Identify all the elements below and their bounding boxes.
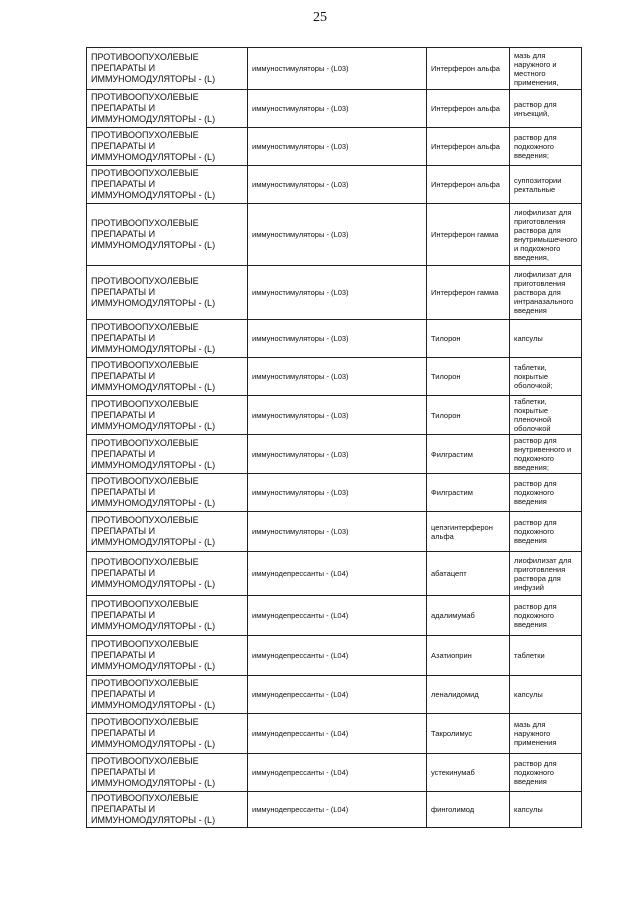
subgroup-cell: иммуностимуляторы - (L03) [248, 90, 427, 128]
subgroup-cell: иммунодепрессанты - (L04) [248, 596, 427, 636]
pharmacological-group-cell: ПРОТИВООПУХОЛЕВЫЕ ПРЕПАРАТЫ И ИММУНОМОДУЛЯТОРЫ - (L) [87, 204, 248, 266]
drug-name-cell: Филграстим [427, 474, 510, 512]
pharmacological-group-cell: ПРОТИВООПУХОЛЕВЫЕ ПРЕПАРАТЫ И ИММУНОМОДУЛЯТОРЫ - (L) [87, 636, 248, 676]
subgroup-cell: иммуностимуляторы - (L03) [248, 48, 427, 90]
drug-name-cell: Интерферон альфа [427, 128, 510, 166]
pharmacological-group-cell: ПРОТИВООПУХОЛЕВЫЕ ПРЕПАРАТЫ И ИММУНОМОДУЛЯТОРЫ - (L) [87, 320, 248, 358]
subgroup-cell: иммуностимуляторы - (L03) [248, 358, 427, 396]
dosage-form-cell: капсулы [510, 676, 582, 714]
subgroup-cell: иммунодепрессанты - (L04) [248, 792, 427, 828]
table-row [87, 435, 582, 474]
pharmacological-group-cell: ПРОТИВООПУХОЛЕВЫЕ ПРЕПАРАТЫ И ИММУНОМОДУЛЯТОРЫ - (L) [87, 792, 248, 828]
drug-name-cell: Интерферон гамма [427, 204, 510, 266]
table-row [87, 792, 582, 828]
dosage-form-cell: капсулы [510, 792, 582, 828]
subgroup-cell: иммуностимуляторы - (L03) [248, 474, 427, 512]
dosage-form-cell: раствор для инъекций, [510, 90, 582, 128]
subgroup-cell: иммуностимуляторы - (L03) [248, 435, 427, 474]
dosage-form-cell: суппозитории ректальные [510, 166, 582, 204]
subgroup-cell: иммунодепрессанты - (L04) [248, 636, 427, 676]
dosage-form-cell: лиофилизат для приготовления раствора для внутримышечного и подкожного введения, [510, 204, 582, 266]
table-row [87, 676, 582, 714]
drug-name-cell: устекинумаб [427, 754, 510, 792]
table-row [87, 128, 582, 166]
table-row [87, 320, 582, 358]
drug-name-cell: абатацепт [427, 552, 510, 596]
table-row [87, 596, 582, 636]
pharmacological-group-cell: ПРОТИВООПУХОЛЕВЫЕ ПРЕПАРАТЫ И ИММУНОМОДУЛЯТОРЫ - (L) [87, 128, 248, 166]
pharmacological-group-cell: ПРОТИВООПУХОЛЕВЫЕ ПРЕПАРАТЫ И ИММУНОМОДУЛЯТОРЫ - (L) [87, 435, 248, 474]
drug-name-cell: Такролимус [427, 714, 510, 754]
subgroup-cell: иммуностимуляторы - (L03) [248, 266, 427, 320]
drug-name-cell: Тилорон [427, 396, 510, 435]
subgroup-cell: иммуностимуляторы - (L03) [248, 204, 427, 266]
table-row [87, 552, 582, 596]
table-row [87, 90, 582, 128]
drug-name-cell: леналидомид [427, 676, 510, 714]
subgroup-cell: иммунодепрессанты - (L04) [248, 552, 427, 596]
pharmacological-group-cell: ПРОТИВООПУХОЛЕВЫЕ ПРЕПАРАТЫ И ИММУНОМОДУЛЯТОРЫ - (L) [87, 358, 248, 396]
table-row [87, 358, 582, 396]
pharmacological-group-cell: ПРОТИВООПУХОЛЕВЫЕ ПРЕПАРАТЫ И ИММУНОМОДУЛЯТОРЫ - (L) [87, 754, 248, 792]
dosage-form-cell: мазь для наружного и местного применения, [510, 48, 582, 90]
dosage-form-cell: лиофилизат для приготовления раствора для интраназального введения [510, 266, 582, 320]
dosage-form-cell: лиофилизат для приготовления раствора для инфузий [510, 552, 582, 596]
dosage-form-cell: мазь для наружного применения [510, 714, 582, 754]
drug-name-cell: Интерферон гамма [427, 266, 510, 320]
table-row [87, 396, 582, 435]
drug-name-cell: адалимумаб [427, 596, 510, 636]
dosage-form-cell: раствор для подкожного введения [510, 754, 582, 792]
drug-name-cell: Интерферон альфа [427, 90, 510, 128]
drug-name-cell: Интерферон альфа [427, 48, 510, 90]
subgroup-cell: иммунодепрессанты - (L04) [248, 754, 427, 792]
drug-name-cell: Тилорон [427, 320, 510, 358]
subgroup-cell: иммуностимуляторы - (L03) [248, 320, 427, 358]
table-row [87, 636, 582, 676]
pharmacological-group-cell: ПРОТИВООПУХОЛЕВЫЕ ПРЕПАРАТЫ И ИММУНОМОДУЛЯТОРЫ - (L) [87, 676, 248, 714]
dosage-form-cell: таблетки [510, 636, 582, 676]
pharmacological-group-cell: ПРОТИВООПУХОЛЕВЫЕ ПРЕПАРАТЫ И ИММУНОМОДУЛЯТОРЫ - (L) [87, 90, 248, 128]
table-row [87, 204, 582, 266]
table-row [87, 714, 582, 754]
pharmacological-group-cell: ПРОТИВООПУХОЛЕВЫЕ ПРЕПАРАТЫ И ИММУНОМОДУЛЯТОРЫ - (L) [87, 266, 248, 320]
pharmacological-group-cell: ПРОТИВООПУХОЛЕВЫЕ ПРЕПАРАТЫ И ИММУНОМОДУЛЯТОРЫ - (L) [87, 714, 248, 754]
subgroup-cell: иммунодепрессанты - (L04) [248, 714, 427, 754]
table-row [87, 474, 582, 512]
pharmacological-group-cell: ПРОТИВООПУХОЛЕВЫЕ ПРЕПАРАТЫ И ИММУНОМОДУЛЯТОРЫ - (L) [87, 48, 248, 90]
table-row [87, 166, 582, 204]
dosage-form-cell: таблетки, покрытые оболочкой; [510, 358, 582, 396]
pharmacological-group-cell: ПРОТИВООПУХОЛЕВЫЕ ПРЕПАРАТЫ И ИММУНОМОДУЛЯТОРЫ - (L) [87, 552, 248, 596]
subgroup-cell: иммуностимуляторы - (L03) [248, 166, 427, 204]
dosage-form-cell: раствор для подкожного введения [510, 596, 582, 636]
subgroup-cell: иммуностимуляторы - (L03) [248, 128, 427, 166]
drug-name-cell: Интерферон альфа [427, 166, 510, 204]
drug-name-cell: Филграстим [427, 435, 510, 474]
subgroup-cell: иммуностимуляторы - (L03) [248, 512, 427, 552]
pharmacological-group-cell: ПРОТИВООПУХОЛЕВЫЕ ПРЕПАРАТЫ И ИММУНОМОДУЛЯТОРЫ - (L) [87, 596, 248, 636]
dosage-form-cell: капсулы [510, 320, 582, 358]
table-row [87, 512, 582, 552]
dosage-form-cell: таблетки, покрытые пленочной оболочкой [510, 396, 582, 435]
drug-table-body [87, 48, 582, 828]
drug-name-cell: Азатиоприн [427, 636, 510, 676]
dosage-form-cell: раствор для подкожного введения; [510, 128, 582, 166]
dosage-form-cell: раствор для подкожного введения [510, 474, 582, 512]
page-number: 25 [313, 10, 327, 25]
dosage-form-cell: раствор для подкожного введения [510, 512, 582, 552]
drug-name-cell: Тилорон [427, 358, 510, 396]
table-row [87, 266, 582, 320]
pharmacological-group-cell: ПРОТИВООПУХОЛЕВЫЕ ПРЕПАРАТЫ И ИММУНОМОДУЛЯТОРЫ - (L) [87, 512, 248, 552]
dosage-form-cell: раствор для внутривенного и подкожного введения; [510, 435, 582, 474]
pharmacological-group-cell: ПРОТИВООПУХОЛЕВЫЕ ПРЕПАРАТЫ И ИММУНОМОДУЛЯТОРЫ - (L) [87, 166, 248, 204]
drug-name-cell: финголимод [427, 792, 510, 828]
subgroup-cell: иммунодепрессанты - (L04) [248, 676, 427, 714]
table-row [87, 48, 582, 90]
table-row [87, 754, 582, 792]
subgroup-cell: иммуностимуляторы - (L03) [248, 396, 427, 435]
pharmacological-group-cell: ПРОТИВООПУХОЛЕВЫЕ ПРЕПАРАТЫ И ИММУНОМОДУЛЯТОРЫ - (L) [87, 396, 248, 435]
drug-table [86, 47, 582, 828]
drug-name-cell: цепэгинтерферон альфа [427, 512, 510, 552]
pharmacological-group-cell: ПРОТИВООПУХОЛЕВЫЕ ПРЕПАРАТЫ И ИММУНОМОДУЛЯТОРЫ - (L) [87, 474, 248, 512]
